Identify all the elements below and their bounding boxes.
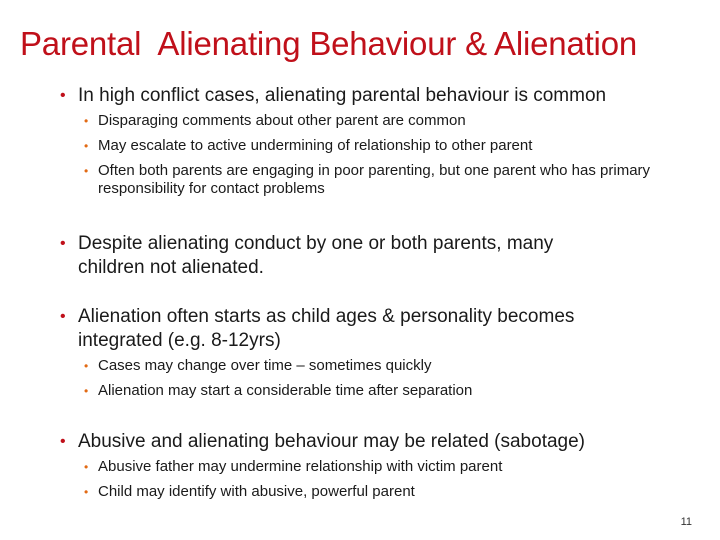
slide-title: Parental Alienating Behaviour & Alienation [20, 25, 637, 62]
bullet-item [60, 84, 700, 108]
sub-bullet-dot-icon: • [84, 460, 89, 474]
bullet-dot-icon: • [60, 433, 66, 450]
bullet-group-2 [60, 232, 560, 280]
bullet-group-1 [60, 84, 700, 205]
bullet-item [60, 232, 560, 280]
sub-bullet-item [60, 162, 668, 198]
sub-bullet-list [60, 112, 700, 198]
bullet-text: Alienation often starts as child ages & personality becomes integrated (e.g. 8-12yrs) [78, 306, 575, 351]
sub-bullet-text: May escalate to active undermining of relationship to other parent [98, 137, 533, 154]
bullet-text: Despite alienating conduct by one or both parents, many children not alienated. [78, 233, 554, 278]
sub-bullet-text: Cases may change over time – sometimes quickly [98, 357, 432, 374]
sub-bullet-item [60, 357, 660, 375]
bullet-group-4 [60, 430, 700, 508]
bullet-dot-icon: • [60, 87, 66, 104]
sub-bullet-dot-icon: • [84, 164, 89, 178]
bullet-group-3 [60, 305, 660, 407]
bullet-dot-icon: • [60, 308, 66, 325]
bullet-text: In high conflict cases, alienating parental behaviour is common [78, 85, 607, 106]
sub-bullet-list [60, 357, 660, 400]
sub-bullet-item [60, 458, 700, 476]
sub-bullet-item [60, 137, 700, 155]
sub-bullet-dot-icon: • [84, 384, 89, 398]
sub-bullet-text: Alienation may start a considerable time after separation [98, 382, 473, 399]
sub-bullet-item [60, 483, 700, 501]
bullet-item [60, 430, 700, 454]
sub-bullet-text: Often both parents are engaging in poor parenting, but one parent who has primary responsibility for contact problems [98, 162, 651, 197]
bullet-dot-icon: • [60, 235, 66, 252]
sub-bullet-item [60, 382, 660, 400]
sub-bullet-text: Abusive father may undermine relationship with victim parent [98, 458, 503, 475]
sub-bullet-dot-icon: • [84, 359, 89, 373]
sub-bullet-text: Child may identify with abusive, powerful parent [98, 483, 415, 500]
sub-bullet-list [60, 458, 700, 501]
bullet-item [60, 305, 660, 353]
page-number: 11 [680, 516, 692, 528]
sub-bullet-item [60, 112, 700, 130]
sub-bullet-text: Disparaging comments about other parent are common [98, 112, 466, 129]
sub-bullet-dot-icon: • [84, 485, 89, 499]
bullet-text: Abusive and alienating behaviour may be related (sabotage) [78, 431, 585, 452]
sub-bullet-dot-icon: • [84, 139, 89, 153]
sub-bullet-dot-icon: • [84, 114, 89, 128]
